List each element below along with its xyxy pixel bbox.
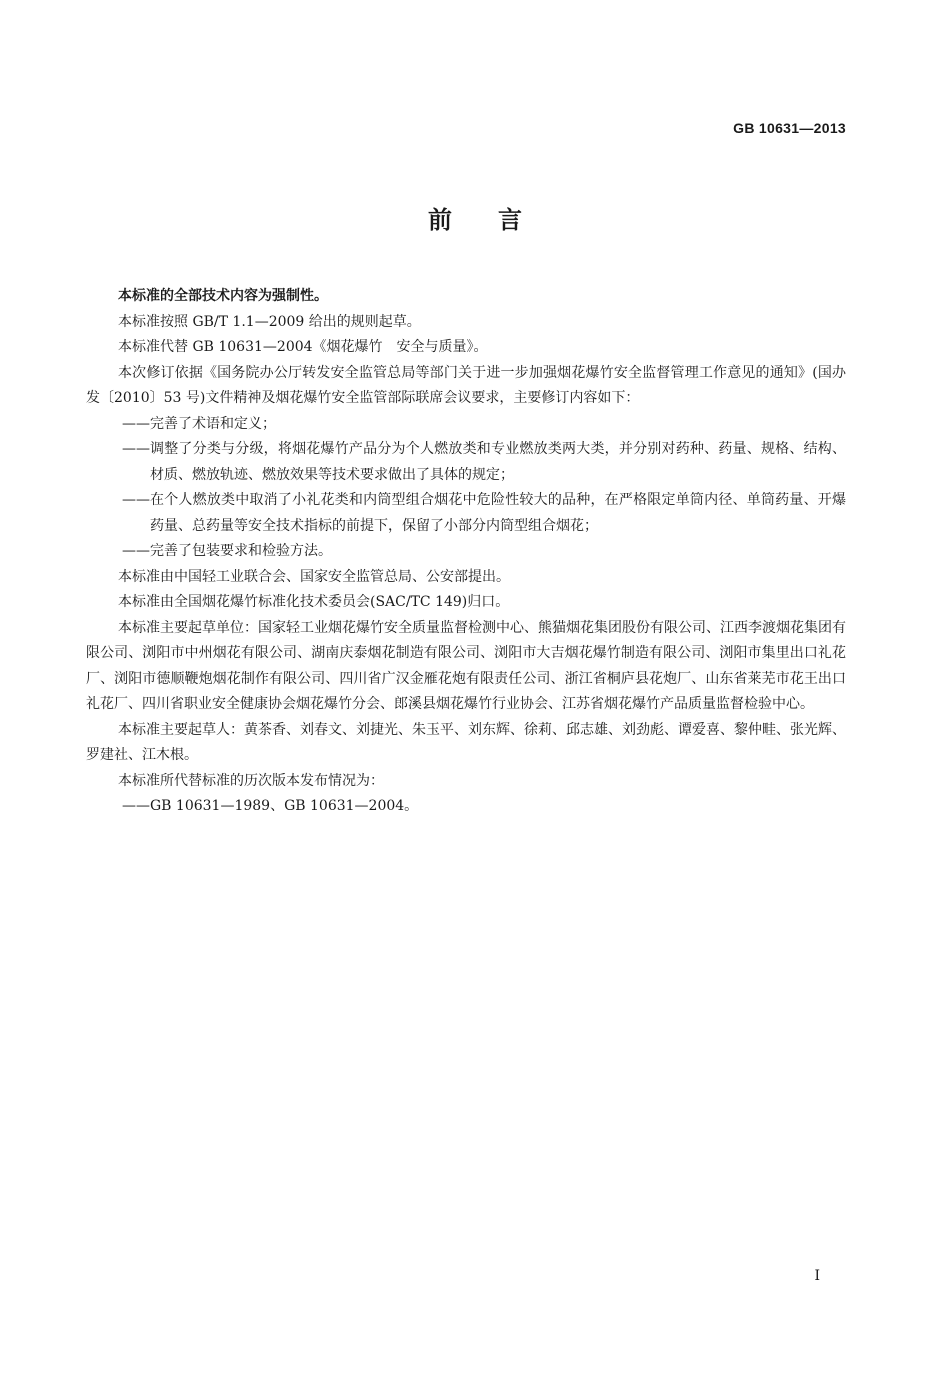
- proposed-by-paragraph: 本标准由中国轻工业联合会、国家安全监管总局、公安部提出。: [118, 568, 510, 585]
- revision-item: [86, 437, 846, 488]
- history-item: [86, 794, 846, 820]
- revision-item-text: 在个人燃放类中取消了小礼花类和内筒型组合烟花中危险性较大的品种，在严格限定单筒内径、单筒药量、开爆药量、总药量等安全技术指标的前提下，保留了小部分内筒型组合烟花；: [150, 492, 846, 534]
- dash-mark: ——: [122, 492, 150, 508]
- dash-mark: ——: [122, 543, 150, 559]
- revision-item-text: 调整了分类与分级，将烟花爆竹产品分为个人燃放类和专业燃放类两大类，并分别对药种、药量、规格、结构、材质、燃放轨迹、燃放效果等技术要求做出了具体的规定；: [150, 441, 846, 483]
- revision-item: [86, 488, 846, 539]
- drafting-units-paragraph: 本标准主要起草单位：国家轻工业烟花爆竹安全质量监督检测中心、熊猫烟花集团股份有限公司、江西李渡烟花集团有限公司、浏阳市中州烟花有限公司、湖南庆泰烟花制造有限公司、浏阳市大吉烟花爆竹制造有限公司、浏阳市集里出口礼花厂、浏阳市德顺鞭炮烟花制作有限公司、四川省广汉金雁花炮有限责任公司、浙江省桐庐县花炮厂、山东省莱芜市花王出口礼花厂、四川省职业安全健康协会烟花爆竹分会、郎溪县烟花爆竹行业协会、江苏省烟花爆竹产品质量监督检验中心。: [86, 619, 846, 712]
- page-number: I: [814, 1268, 820, 1284]
- revision-basis-paragraph: 本次修订依据《国务院办公厅转发安全监管总局等部门关于进一步加强烟花爆竹安全监督管理工作意见的通知》(国办发〔2010〕53 号)文件精神及烟花爆竹安全监管部际联席会议要求，主要修订内容如下：: [86, 364, 846, 406]
- revision-item-text: 完善了包装要求和检验方法。: [150, 543, 332, 559]
- dash-mark: ——: [122, 415, 150, 432]
- standard-number: GB 10631—2013: [733, 120, 846, 136]
- replaces-paragraph: 本标准代替 GB 10631—2004《烟花爆竹 安全与质量》。: [118, 339, 488, 355]
- page-title: 前言: [428, 206, 568, 234]
- revision-item-text: 完善了术语和定义；: [150, 415, 276, 432]
- revision-item: [86, 412, 846, 438]
- drafting-rules-paragraph: 本标准按照 GB/T 1.1—2009 给出的规则起草。: [118, 313, 421, 330]
- history-item-text: GB 10631—1989、GB 10631—2004。: [150, 798, 419, 814]
- dash-mark: ——: [122, 441, 150, 457]
- revision-item: [86, 539, 846, 565]
- drafters-paragraph: 本标准主要起草人：黄茶香、刘春文、刘捷光、朱玉平、刘东辉、徐莉、邱志雄、刘劲彪、谭爱喜、黎仲畦、张光辉、罗建社、江木根。: [86, 721, 846, 763]
- foreword-body: [86, 284, 846, 820]
- technical-committee-paragraph: 本标准由全国烟花爆竹标准化技术委员会(SAC/TC 149)归口。: [118, 594, 510, 610]
- mandatory-statement: 本标准的全部技术内容为强制性。: [118, 288, 328, 304]
- history-intro-paragraph: 本标准所代替标准的历次版本发布情况为：: [118, 772, 384, 789]
- dash-mark: ——: [122, 798, 150, 814]
